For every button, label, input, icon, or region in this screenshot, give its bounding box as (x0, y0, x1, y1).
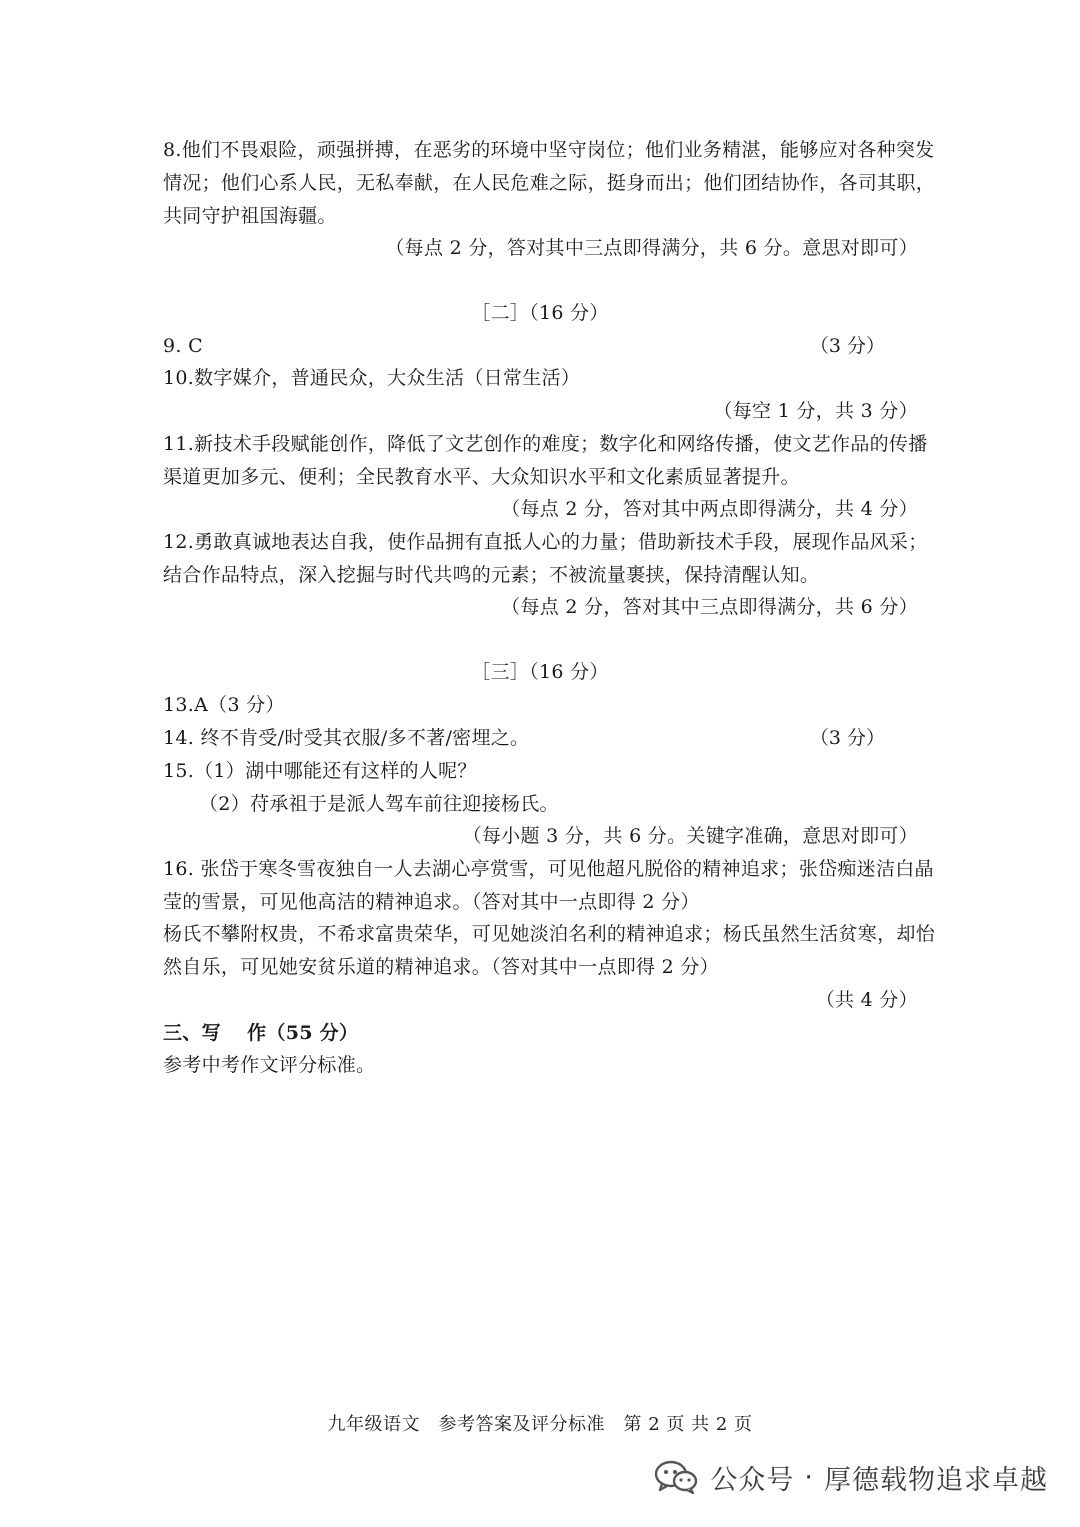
q10-answer: 10.数字媒介，普通民众，大众生活（日常生活） (163, 367, 581, 389)
q13-answer: 13.A（3 分） (163, 694, 285, 716)
q14-answer: 14. 终不肯受/时受其衣服/多不著/密埋之。 (163, 727, 530, 749)
q15-score: （每小题 3 分，共 6 分。关键字准确，意思对即可） (462, 825, 918, 847)
writing-text: 参考中考作文评分标准。 (163, 1054, 376, 1076)
writing-heading: 三、写 作（55 分） (163, 1022, 359, 1044)
q16-line-1: 16. 张岱于寒冬雪夜独自一人去湖心亭赏雪，可见他超凡脱俗的精神追求；张岱痴迷洁白晶 (163, 858, 934, 880)
q16-score: （共 4 分） (815, 989, 918, 1011)
q8-line-1: 8.他们不畏艰险，顽强拼搏，在恶劣的环境中坚守岗位；他们业务精湛，能够应对各种突发 (163, 139, 935, 161)
q11-line-1: 11.新技术手段赋能创作，降低了文艺创作的难度；数字化和网络传播，使文艺作品的传播 (163, 433, 928, 455)
wechat-icon (654, 1459, 698, 1495)
q16-line-2: 莹的雪景，可见他高洁的精神追求。（答对其中一点即得 2 分） (163, 891, 700, 913)
q16-line-4: 然自乐，可见她安贫乐道的精神追求。（答对其中一点即得 2 分） (163, 956, 719, 978)
q10-score: （每空 1 分，共 3 分） (713, 400, 918, 422)
q16-line-3: 杨氏不攀附权贵，不希求富贵荣华，可见她淡泊名利的精神追求；杨氏虽然生活贫寒，却怡 (163, 923, 936, 945)
q12-line-1: 12.勇敢真诚地表达自我，使作品拥有直抵人心的力量；借助新技术手段，展现作品风采； (163, 531, 928, 553)
q8-score: （每点 2 分，答对其中三点即得满分，共 6 分。意思对即可） (385, 237, 918, 259)
watermark-separator: · (804, 1461, 814, 1493)
q9-answer: 9. C (163, 335, 203, 357)
q11-line-2: 渠道更加多元、便利；全民教育水平、大众知识水平和文化素质显著提升。 (163, 466, 800, 488)
section-3-heading: ［三］（16 分） (471, 661, 609, 683)
q11-score: （每点 2 分，答对其中两点即得满分，共 4 分） (501, 498, 918, 520)
q15-answer-1: 15.（1）湖中哪能还有这样的人呢？ (163, 760, 477, 782)
q8-line-3: 共同守护祖国海疆。 (163, 205, 337, 227)
q9-score: （3 分） (809, 335, 885, 357)
q12-score: （每点 2 分，答对其中三点即得满分，共 6 分） (501, 596, 918, 618)
q15-answer-2: （2）苻承祖于是派人驾车前往迎接杨氏。 (199, 793, 559, 815)
page-footer: 九年级语文 参考答案及评分标准 第 2 页 共 2 页 (327, 1414, 753, 1435)
q12-line-2: 结合作品特点，深入挖掘与时代共鸣的元素；不被流量裹挟，保持清醒认知。 (163, 564, 820, 586)
watermark-account: 厚德载物追求卓越 (824, 1464, 1048, 1496)
q14-score: （3 分） (809, 727, 885, 749)
watermark-label: 公众号 (710, 1464, 795, 1496)
section-2-heading: ［二］（16 分） (471, 302, 609, 324)
q8-line-2: 情况；他们心系人民，无私奉献，在人民危难之际，挺身而出；他们团结协作，各司其职， (163, 172, 936, 194)
watermark (654, 1455, 1048, 1499)
